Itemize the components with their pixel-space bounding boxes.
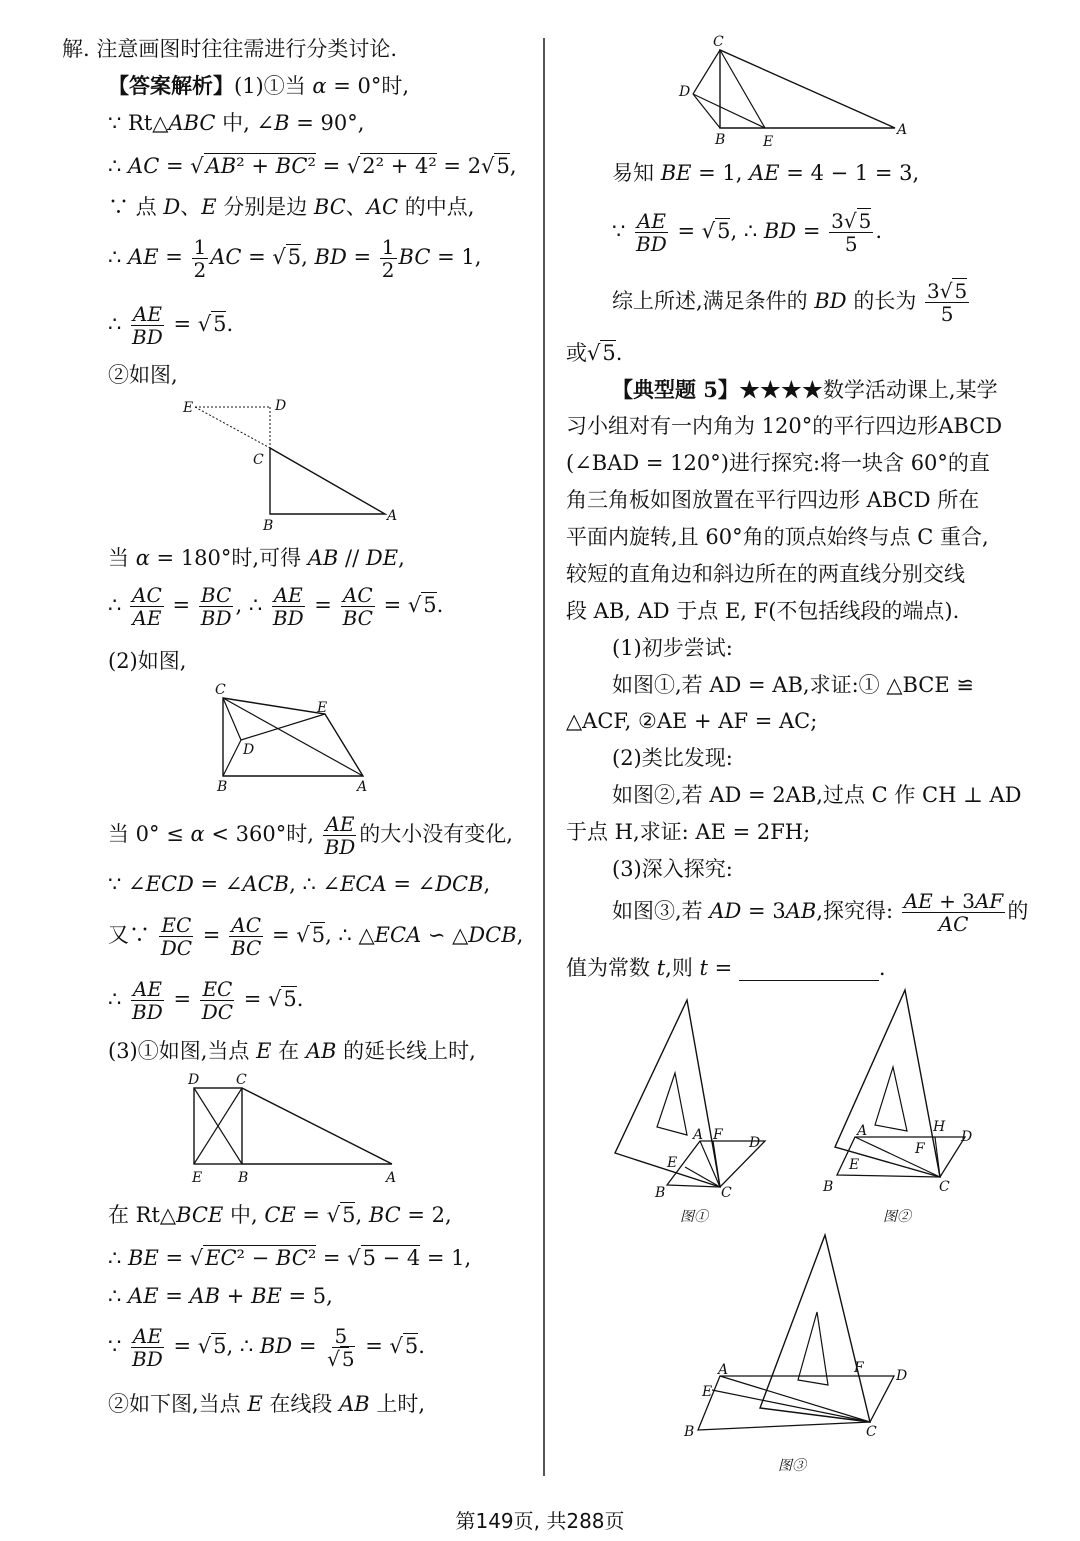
svg-text:B: B <box>263 518 274 532</box>
figure-3 <box>680 1230 910 1480</box>
q-line-3: △ACF, ②AE + AF = AC; <box>566 709 818 733</box>
line-de <box>241 714 325 740</box>
q-line-9: 值为常数 t,则 t = . <box>566 956 886 980</box>
q-line-4: (2)类比发现: <box>612 746 733 770</box>
line-de <box>693 94 765 128</box>
svg-text:B: B <box>655 1185 666 1201</box>
answer-heading: 【答案解析】 (1)①当 α = 0°时, <box>108 73 410 98</box>
svg-text:B: B <box>217 779 228 795</box>
svg-text:D: D <box>275 398 287 414</box>
svg-text:F: F <box>713 1127 723 1143</box>
caption-fig1: 图① <box>680 1209 708 1225</box>
q-line-7: (3)深入探究: <box>612 857 733 881</box>
line-ca <box>242 1088 392 1164</box>
r-line-4: 或√5. <box>566 341 623 365</box>
svg-text:E: E <box>317 700 328 716</box>
svg-text:C: C <box>866 1424 877 1440</box>
svg-text:A: A <box>857 1123 868 1139</box>
difficulty-stars: ★★★★ <box>738 378 823 402</box>
svg-text:D: D <box>961 1129 973 1145</box>
caption-fig2: 图② <box>883 1209 911 1225</box>
triangle-abc <box>270 448 385 514</box>
svg-text:A: A <box>386 1170 397 1186</box>
typical-problem-heading <box>612 377 998 403</box>
step-9: ∴ $\frac{AC}{AE}$ = $\frac{BC}{BD}$ , ∴ $\frac{AE}{BD}$ = $\frac{AC}{BC}$ = √5. <box>108 583 444 630</box>
svg-text:C: C <box>713 34 724 50</box>
step-5: ∴ AE = $\frac{1}{2}$ AC = √5, BD = $\frac{1}{2}$ BC = 1, <box>108 235 482 282</box>
svg-text:F: F <box>915 1141 925 1157</box>
q-line-5: 如图②,若 AD = 2AB,过点 C 作 CH ⊥ AD <box>612 783 1022 807</box>
svg-text:D: D <box>896 1368 908 1384</box>
step-8: 当 α = 180°时,可得 AB // DE, <box>108 546 405 570</box>
line-ce <box>720 50 765 128</box>
svg-text:E: E <box>183 400 194 416</box>
svg-text:D: D <box>243 742 255 758</box>
step-16: 在 Rt△BCE 中, CE = √5, BC = 2, <box>108 1203 452 1227</box>
line-db <box>693 94 720 128</box>
svg-text:C: C <box>721 1185 732 1201</box>
step-10 <box>108 648 186 674</box>
svg-text:D: D <box>679 84 691 100</box>
step-19: ∵ $\frac{AE}{BD}$ = √5, ∴ BD = $\frac{5}{√ 5}$ = √5. <box>108 1324 425 1371</box>
q-line-6: 于点 H,求证: AE = 2FH; <box>566 820 811 844</box>
r-line-1: 易知 BE = 1, AE = 4 − 1 = 3, <box>612 161 920 185</box>
caption-fig3: 图③ <box>778 1458 806 1474</box>
p-line-4: 角三角板如图放置在平行四边形 ABCD 所在 <box>566 488 980 512</box>
triangle-abc <box>720 50 895 128</box>
r-line-3: 综上所述,满足条件的 BD 的长为 $\frac{3√ 5}{5}$ <box>612 279 968 326</box>
step-12: ∵ ∠ECD = ∠ACB, ∴ ∠ECA = ∠DCB, <box>108 872 491 896</box>
svg-text:F: F <box>854 1360 864 1376</box>
line-ce <box>712 1390 870 1422</box>
step-15: (3)①如图,当点 E 在 AB 的延长线上时, <box>108 1039 476 1063</box>
column-divider <box>543 38 545 1476</box>
step-7-text: ②如图, <box>108 363 178 387</box>
set-square-inner <box>875 1067 907 1131</box>
step-3: ∴ AC = √AB² + BC² = √2² + 4² = 2√5, <box>108 154 517 178</box>
svg-text:E: E <box>702 1384 713 1400</box>
p-line-7: 段 AB, AD 于点 E, F(不包括线段的端点). <box>566 599 960 623</box>
svg-text:E: E <box>192 1170 203 1186</box>
figure-case-general <box>205 680 385 795</box>
figure-case-segment <box>675 30 920 150</box>
svg-text:E: E <box>763 134 774 150</box>
line-cd <box>223 698 241 740</box>
svg-text:E: E <box>849 1157 860 1173</box>
svg-text:E: E <box>667 1155 678 1171</box>
step-17: ∴ BE = √EC² − BC² = √5 − 4 = 1, <box>108 1246 472 1270</box>
figure-2 <box>815 985 1000 1230</box>
step-11: 当 0° ≤ α < 360°时, $\frac{AE}{BD}$ 的大小没有变化, <box>108 812 513 859</box>
page-footer: 第149页, 共288页 <box>455 1509 625 1533</box>
line-ec <box>195 407 270 448</box>
step-2: ∵ Rt△ABC 中, ∠B = 90°, <box>108 111 365 135</box>
set-square-inner <box>657 1073 687 1135</box>
line-ca <box>223 698 363 776</box>
line-ca <box>720 1376 870 1422</box>
figure-1 <box>605 995 785 1230</box>
svg-text:B: B <box>238 1170 249 1186</box>
answer-label: 【答案解析】 <box>108 73 234 98</box>
p-line-2: 习小组对有一内角为 120°的平行四边形ABCD <box>566 414 1003 438</box>
line-cd <box>693 50 720 94</box>
p-line-5: 平面内旋转,且 60°角的顶点始终与点 C 重合, <box>566 525 989 549</box>
step-20: ②如下图,当点 E 在线段 AB 上时, <box>108 1392 426 1416</box>
svg-text:A: A <box>387 508 398 524</box>
svg-text:A: A <box>897 122 908 138</box>
step-6: ∴ $\frac{AE}{BD}$ = √5. <box>108 302 234 349</box>
svg-text:B: B <box>715 132 726 148</box>
p-line-6: 较短的直角边和斜边所在的两直线分别交线 <box>566 562 965 586</box>
svg-text:B: B <box>823 1179 834 1195</box>
figure-case-extension <box>180 1068 405 1188</box>
svg-text:C: C <box>253 452 264 468</box>
r-line-2: ∵ $\frac{AE}{BD}$ = √5, ∴ BD = $\frac{3√ 5}{5}$ . <box>612 209 882 256</box>
step-18: ∴ AE = AB + BE = 5, <box>108 1284 333 1308</box>
p-line-1: 数学活动课上,某学 <box>822 378 998 402</box>
step-14: ∴ $\frac{AE}{BD}$ = $\frac{EC}{DC}$ = √5. <box>108 977 304 1024</box>
p-line-3: (∠BAD = 120°)进行探究:将一块含 60°的直 <box>566 451 990 475</box>
intro-line: 解. 注意画图时往往需进行分类讨论. <box>62 37 398 61</box>
step-13: 又∵ $\frac{EC}{DC}$ = $\frac{AC}{BC}$ = √5, ∴ △ECA ∽ △DCB, <box>108 913 524 960</box>
svg-text:C: C <box>939 1179 950 1195</box>
svg-text:D: D <box>188 1072 200 1088</box>
answer-blank[interactable] <box>739 960 879 981</box>
svg-text:B: B <box>684 1424 695 1440</box>
q-line-2: 如图①,若 AD = AB,求证:① △BCE ≌ <box>612 673 974 697</box>
svg-text:H: H <box>933 1119 946 1135</box>
svg-text:C: C <box>236 1072 247 1088</box>
svg-text:A: A <box>357 779 368 795</box>
line-bd <box>223 740 241 776</box>
svg-text:A: A <box>693 1127 704 1143</box>
set-square-inner <box>798 1312 828 1385</box>
svg-text:A: A <box>718 1362 729 1378</box>
figure-case-180 <box>175 392 405 532</box>
svg-text:C: C <box>215 682 226 698</box>
q-line-8: 如图③,若 AD = 3AB,探究得: $\frac{AE + 3AF}{AC}$ 的 <box>612 889 1029 936</box>
step-7 <box>108 362 178 388</box>
step-4: ∵ 点 D、E 分别是边 BC、AC 的中点, <box>108 195 475 219</box>
step-10-text: (2)如图, <box>108 649 187 673</box>
q-line-1: (1)初步尝试: <box>612 636 733 660</box>
typical-label: 【典型题 5】 <box>612 377 739 402</box>
parallelogram <box>698 1376 894 1430</box>
svg-text:D: D <box>749 1135 761 1151</box>
